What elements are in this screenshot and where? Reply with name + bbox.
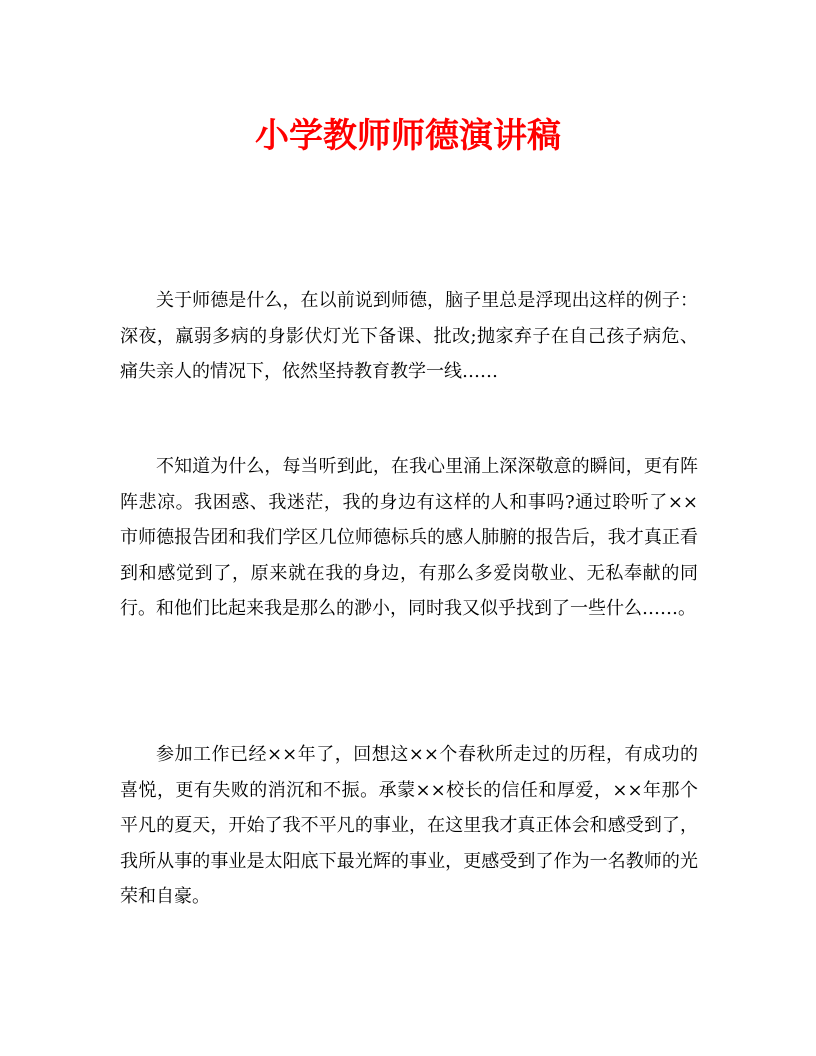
paragraph-2: 不知道为什么，每当听到此，在我心里涌上深深敬意的瞬间，更有阵阵悲凉。我困惑、我迷茫，我的身边有这样的人和事吗?通过聆听了××市师德报告团和我们学区几位师德标兵的感人肺腑的报告后，我才真正看到和感觉到了，原来就在我的身边，有那么多爱岗敬业、无私奉献的同行。和他们比起来我是那么的渺小，同时我又似乎找到了一些什么……。: [120, 456, 698, 619]
paragraph-3: 参加工作已经××年了，回想这××个春秋所走过的历程，有成功的喜悦，更有失败的消沉和不振。承蒙××校长的信任和厚爱，××年那个平凡的夏天，开始了我不平凡的事业，在这里我才真正体会和感受到了，我所从事的事业是太阳底下最光辉的事业，更感受到了作为一名教师的光荣和自豪。: [120, 744, 698, 907]
page-title: 小学教师师德演讲稿: [255, 116, 561, 156]
paragraph-1: 关于师德是什么，在以前说到师德，脑子里总是浮现出这样的例子：深夜，羸弱多病的身影伏灯光下备课、批改;抛家弃子在自己孩子病危、痛失亲人的情况下，依然坚持教育教学一线……: [120, 290, 698, 382]
